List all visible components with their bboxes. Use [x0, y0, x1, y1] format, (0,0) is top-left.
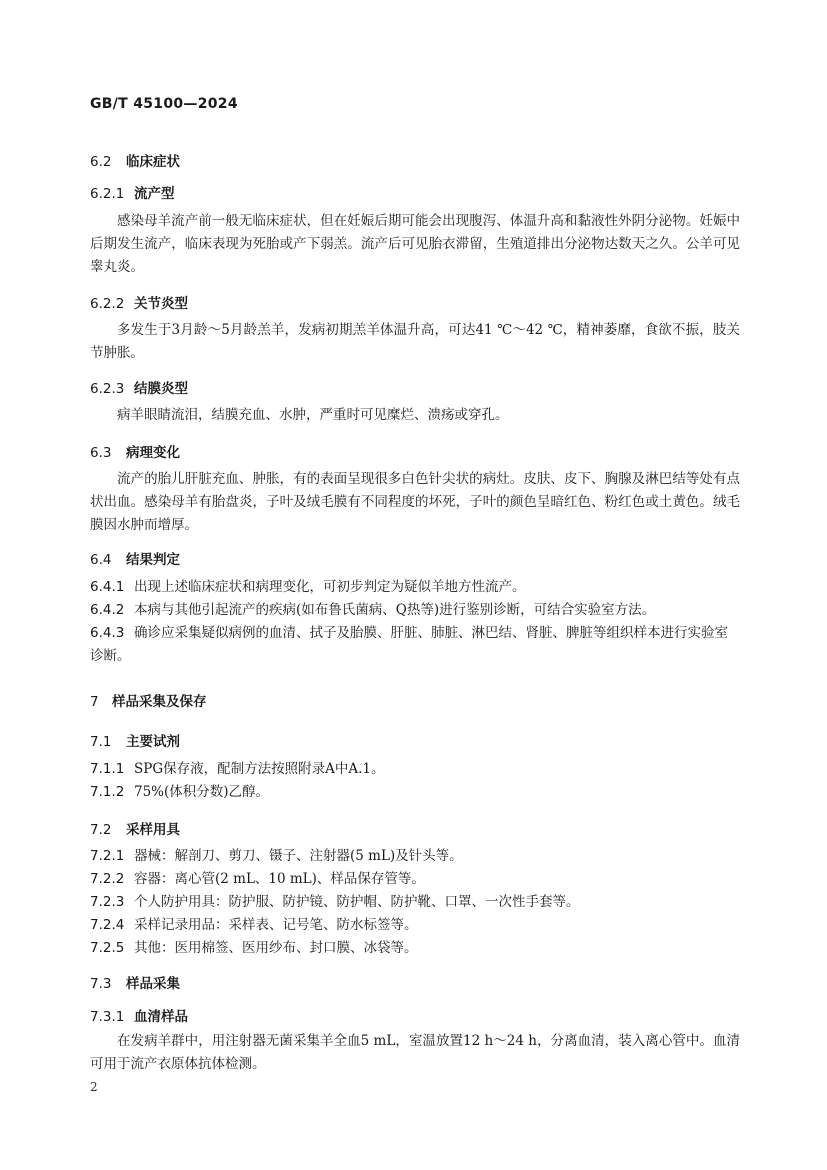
heading-7-3	[90, 972, 180, 992]
clause-7-2-1	[90, 845, 740, 868]
heading-number: 7.3	[90, 976, 112, 992]
heading-title: 样品采集及保存	[112, 694, 207, 710]
heading-6-2-3	[90, 377, 188, 397]
clause-6-4-2	[90, 599, 740, 622]
clause-number: 7.2.4	[90, 917, 125, 933]
clause-text: SPG保存液，配制方法按照附录A中A.1。	[134, 761, 385, 777]
clause-7-2-3	[90, 891, 740, 914]
clause-text: 容器：离心管(2 mL、10 mL)、样品保存管等。	[134, 871, 425, 887]
clause-number: 7.2.1	[90, 848, 125, 864]
paragraph-6-3: 流产的胎儿肝脏充血、肿胀，有的表面呈现很多白色针尖状的病灶。皮肤、皮下、胸腺及淋巴结等处有点状出血。感染母羊有胎盘炎，子叶及绒毛膜有不同程度的坏死，子叶的颜色呈暗红色、粉红色或土黄色。绒毛膜因水肿而增厚。	[90, 471, 740, 533]
clause-6-4-3	[90, 622, 740, 668]
heading-6-2-1	[90, 182, 175, 202]
clause-text: 采样记录用品：采样表、记号笔、防水标签等。	[134, 917, 418, 933]
heading-6-2-2	[90, 292, 188, 312]
clause-text: 本病与其他引起流产的疾病(如布鲁氏菌病、Q热等)进行鉴别诊断，可结合实验室方法。	[134, 602, 656, 618]
heading-number: 6.2.3	[90, 381, 125, 397]
paragraph-6-2-1: 感染母羊流产前一般无临床症状，但在妊娠后期可能会出现腹泻、体温升高和黏液性外阴分泌物。妊娠中后期发生流产，临床表现为死胎或产下弱羔。流产后可见胎衣滞留，生殖道排出分泌物达数天之久。公羊可见睾丸炎。	[90, 213, 740, 275]
heading-number: 7.3.1	[90, 1009, 125, 1025]
heading-title: 采样用具	[126, 822, 180, 838]
heading-title: 血清样品	[134, 1009, 188, 1025]
heading-6-3	[90, 441, 180, 461]
heading-number: 7.1	[90, 734, 112, 750]
heading-number: 6.2	[90, 154, 112, 170]
standard-code: GB/T 45100—2024	[90, 96, 238, 112]
clause-number: 7.1.1	[90, 761, 125, 777]
clause-6-4-1	[90, 576, 740, 599]
clause-number: 7.1.2	[90, 784, 125, 800]
heading-7-2	[90, 818, 180, 838]
clause-text: 个人防护用具：防护服、防护镜、防护帽、防护靴、口罩、一次性手套等。	[134, 894, 580, 910]
heading-number: 6.2.2	[90, 296, 125, 312]
heading-6-2	[90, 150, 180, 170]
clause-7-1-1	[90, 758, 740, 781]
heading-title: 流产型	[134, 186, 175, 202]
clause-number: 7.2.5	[90, 940, 125, 956]
heading-title: 病理变化	[126, 445, 180, 461]
clause-number: 6.4.3	[90, 625, 125, 641]
clause-text: 出现上述临床症状和病理变化，可初步判定为疑似羊地方性流产。	[134, 579, 526, 595]
heading-number: 6.4	[90, 552, 112, 568]
clause-number: 6.4.2	[90, 602, 125, 618]
paragraph-6-2-2: 多发生于3月龄～5月龄羔羊，发病初期羔羊体温升高，可达41 ℃～42 ℃，精神萎靡，食欲不振，肢关节肿胀。	[90, 322, 740, 361]
paragraph-6-2-3: 病羊眼睛流泪，结膜充血、水肿，严重时可见糜烂、溃疡或穿孔。	[117, 407, 509, 423]
clause-text: 器械：解剖刀、剪刀、镊子、注射器(5 mL)及针头等。	[134, 848, 463, 864]
heading-title: 关节炎型	[134, 296, 188, 312]
heading-number: 7.2	[90, 822, 112, 838]
heading-7	[90, 690, 207, 710]
clause-text: 确诊应采集疑似病例的血清、拭子及胎膜、肝脏、肺脏、淋巴结、肾脏、脾脏等组织样本进行实验室诊断。	[90, 625, 728, 664]
clause-7-1-2	[90, 781, 740, 804]
page-number: 2	[90, 1080, 98, 1094]
heading-number: 7	[90, 694, 99, 710]
paragraph-7-3-1: 在发病羊群中，用注射器无菌采集羊全血5 mL，室温放置12 h～24 h，分离血清，装入离心管中。血清可用于流产衣原体抗体检测。	[90, 1033, 740, 1072]
heading-title: 结果判定	[126, 552, 180, 568]
clause-7-2-2	[90, 868, 740, 891]
clause-number: 7.2.3	[90, 894, 125, 910]
heading-number: 6.3	[90, 445, 112, 461]
clause-number: 7.2.2	[90, 871, 125, 887]
clause-text: 75%(体积分数)乙醇。	[134, 784, 270, 800]
heading-7-3-1	[90, 1005, 188, 1025]
heading-title: 样品采集	[126, 976, 180, 992]
heading-title: 主要试剂	[126, 734, 180, 750]
clause-number: 6.4.1	[90, 579, 125, 595]
heading-7-1	[90, 730, 180, 750]
clause-7-2-4	[90, 914, 740, 937]
clause-text: 其他：医用棉签、医用纱布、封口膜、冰袋等。	[134, 940, 418, 956]
clause-7-2-5	[90, 937, 740, 960]
heading-6-4	[90, 548, 180, 568]
heading-number: 6.2.1	[90, 186, 125, 202]
heading-title: 结膜炎型	[134, 381, 188, 397]
heading-title: 临床症状	[126, 154, 180, 170]
